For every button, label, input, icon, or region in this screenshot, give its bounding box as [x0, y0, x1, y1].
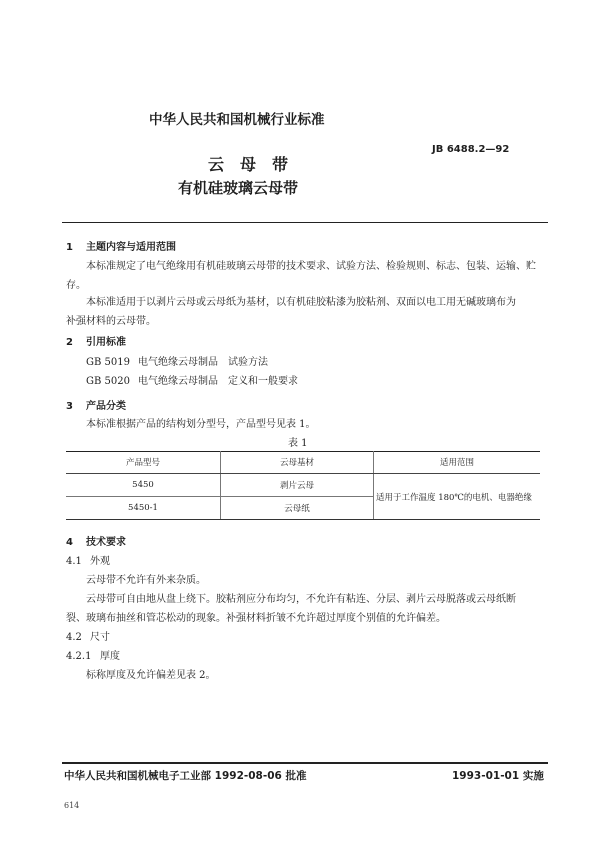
document-subtitle: 有机硅玻璃云母带: [178, 179, 299, 197]
subsection-4-1-heading: 4.1 外观: [66, 556, 110, 567]
section-4-body: [66, 552, 546, 685]
table-header-row: [66, 451, 540, 474]
subsection-4-2-1-heading: 4.2.1 厚度: [66, 651, 120, 662]
section-2-heading: 2 引用标准: [66, 337, 126, 348]
header-rule: [62, 222, 548, 223]
table-header-cell: 适用范围: [374, 451, 541, 474]
table-header-cell: 产品型号: [66, 451, 221, 474]
table-cell: 5450: [66, 474, 221, 497]
table-1-caption: 表 1: [288, 438, 308, 449]
section-3-paragraph: 本标准根据产品的结构划分型号，产品型号见表 1。: [86, 419, 316, 430]
subsection-4-2-heading: 4.2 尺寸: [66, 632, 110, 643]
reference-item: GB 5020 电气绝缘云母制品 定义和一般要求: [86, 376, 298, 387]
section-1-heading: 1 主题内容与适用范围: [66, 242, 176, 253]
product-table: [66, 451, 540, 520]
subsection-4-1-paragraph-2-line-1: 云母带可自由地从盘上绕下。胶粘剂应分布均匀，不允许有粘连、分层、剥片云母脱落或云母纸断: [86, 594, 516, 605]
table-cell-scope: 适用于工作温度 180℃的电机、电器绝缘: [374, 474, 541, 520]
standard-code: JB 6488.2—92: [432, 144, 510, 155]
reference-item: GB 5019 电气绝缘云母制品 试验方法: [86, 357, 268, 368]
section-3-heading: 3 产品分类: [66, 401, 126, 412]
issuing-authority: 中华人民共和国机械行业标准: [149, 112, 325, 128]
table-cell: 剥片云母: [221, 474, 374, 497]
document-title: 云 母 带: [207, 155, 288, 174]
reference-list: [86, 353, 298, 391]
table-cell: 5450-1: [66, 497, 221, 520]
page-number: 614: [64, 801, 80, 810]
section-4-heading: 4 技术要求: [66, 537, 126, 548]
implementation-date: 1993-01-01 实施: [452, 770, 544, 782]
table-header-cell: 云母基材: [221, 451, 374, 474]
subsection-4-2-1-paragraph: 标称厚度及允许偏差见表 2。: [86, 670, 216, 681]
table-row: [66, 474, 540, 497]
section-1-paragraph-1: 本标准规定了电气绝缘用有机硅玻璃云母带的技术要求、试验方法、检验规则、标志、包装、运输、贮 存。: [66, 261, 536, 291]
subsection-4-1-paragraph-1: 云母带不允许有外来杂质。: [86, 575, 206, 586]
subsection-4-1-paragraph-2-line-2: 裂、玻璃布抽丝和管芯松动的现象。补强材料折皱不允许超过厚度个别值的允许偏差。: [66, 613, 446, 624]
approval-line: 中华人民共和国机械电子工业部 1992-08-06 批准: [64, 770, 307, 782]
footer-rule: [62, 762, 548, 764]
table-cell: 云母纸: [221, 497, 374, 520]
section-1-paragraph-2: 本标准适用于以剥片云母或云母纸为基材，以有机硅胶粘漆为胶粘剂、双面以电工用无碱玻璃布为 补强材料的云母带。: [66, 297, 516, 327]
